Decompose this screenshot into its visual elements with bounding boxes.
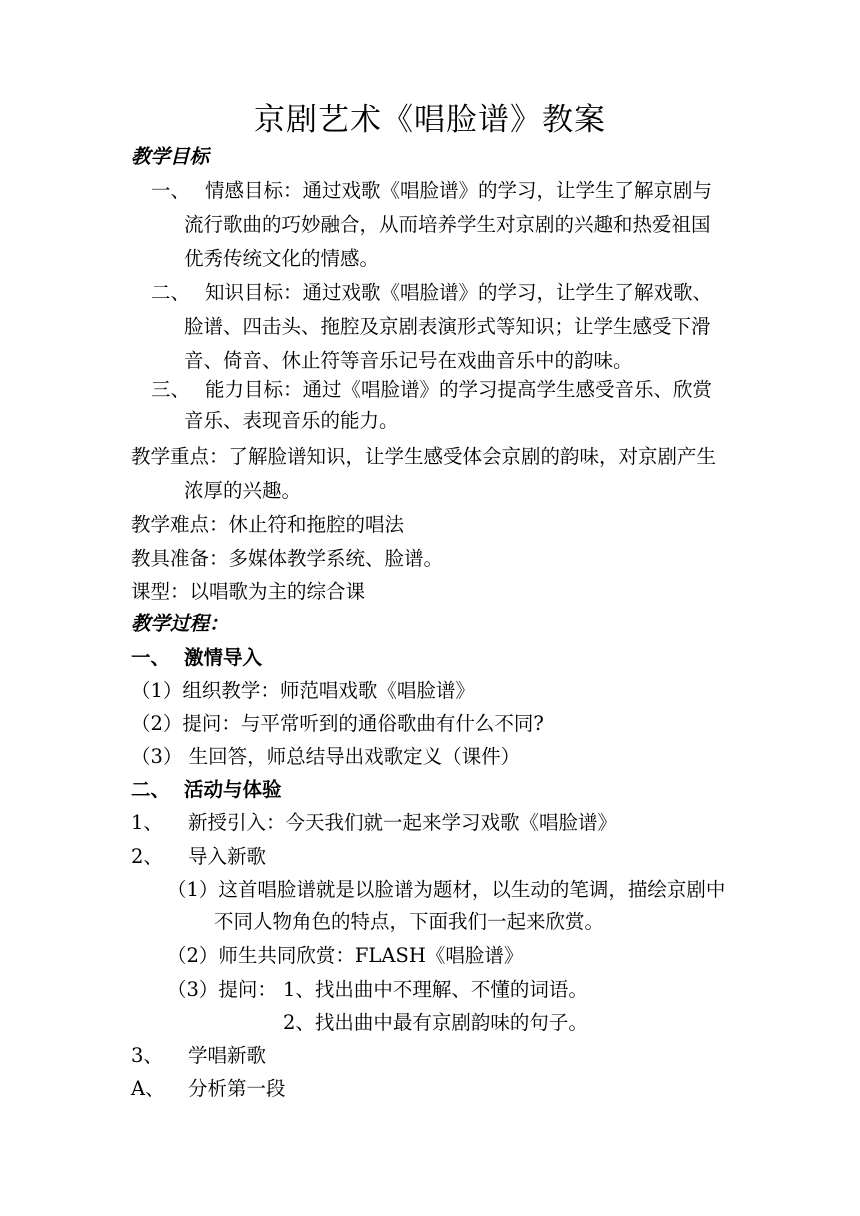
step-1-text: 新授引入：今天我们就一起来学习戏歌《唱脸谱》 (188, 811, 618, 834)
step-a-number: A、 (131, 1077, 165, 1100)
difficulty: 教学难点：休止符和拖腔的唱法 (131, 513, 405, 536)
section-1-title: 激情导入 (184, 646, 263, 669)
lesson-type: 课型：以唱歌为主的综合课 (131, 580, 366, 603)
step-2-item-1-line-1: （1）这首唱脸谱就是以脸谱为题材，以生动的笔调，描绘京剧中 (167, 878, 726, 901)
document-title: 京剧艺术《唱脸谱》教案 (254, 102, 606, 138)
key-point-line-2: 浓厚的兴趣。 (184, 479, 302, 502)
step-2-item-1-line-2: 不同人物角色的特点，下面我们一起来欣赏。 (214, 910, 605, 933)
step-3-number: 3、 (131, 1044, 163, 1067)
objective-3-number: 三、 (151, 378, 191, 401)
step-a-text: 分析第一段 (188, 1077, 286, 1100)
objective-1-number: 一、 (151, 179, 191, 202)
objective-1-line-2: 流行歌曲的巧妙融合，从而培养学生对京剧的兴趣和热爱祖国 (184, 213, 711, 236)
step-2-item-3-label: （3）提问： (167, 978, 277, 1001)
step-3-text: 学唱新歌 (188, 1044, 267, 1067)
section-2-number: 二、 (131, 778, 171, 801)
step-2-text: 导入新歌 (188, 845, 267, 868)
objective-3-line-1: 能力目标：通过《唱脸谱》的学习提高学生感受音乐、欣赏 (205, 378, 713, 401)
step-2-item-3-question-2: 2、找出曲中最有京剧韵味的句子。 (283, 1011, 588, 1034)
section-1-item-3: （3） 生回答，师总结导出戏歌定义（课件） (131, 745, 521, 768)
objective-2-number: 二、 (151, 281, 191, 304)
objective-1-line-3: 优秀传统文化的情感。 (184, 247, 380, 270)
key-point-line-1: 教学重点：了解脸谱知识，让学生感受体会京剧的韵味，对京剧产生 (131, 445, 717, 468)
objective-2-line-2: 脸谱、四击头、拖腔及京剧表演形式等知识；让学生感受下滑 (184, 315, 711, 338)
objectives-heading: 教学目标 (131, 145, 210, 168)
objective-2-line-3: 音、倚音、休止符等音乐记号在戏曲音乐中的韵味。 (184, 349, 633, 372)
objective-3-line-2: 音乐、表现音乐的能力。 (184, 409, 399, 432)
section-1-item-1: （1）组织教学：师范唱戏歌《唱脸谱》 (131, 679, 475, 702)
section-1-item-2: （2）提问：与平常听到的通俗歌曲有什么不同? (131, 712, 544, 735)
objective-1-line-1: 情感目标：通过戏歌《唱脸谱》的学习，让学生了解京剧与 (205, 179, 713, 202)
objective-2-line-1: 知识目标：通过戏歌《唱脸谱》的学习，让学生了解戏歌、 (205, 281, 713, 304)
step-2-item-2: （2）师生共同欣赏：FLASH《唱脸谱》 (167, 944, 524, 967)
step-2-item-3-question-1: 1、找出曲中不理解、不懂的词语。 (283, 978, 588, 1001)
process-heading: 教学过程： (131, 612, 229, 635)
step-2-number: 2、 (131, 845, 163, 868)
tools: 教具准备：多媒体教学系统、脸谱。 (131, 547, 444, 570)
section-2-title: 活动与体验 (184, 778, 282, 801)
step-1-number: 1、 (131, 811, 163, 834)
section-1-number: 一、 (131, 646, 171, 669)
